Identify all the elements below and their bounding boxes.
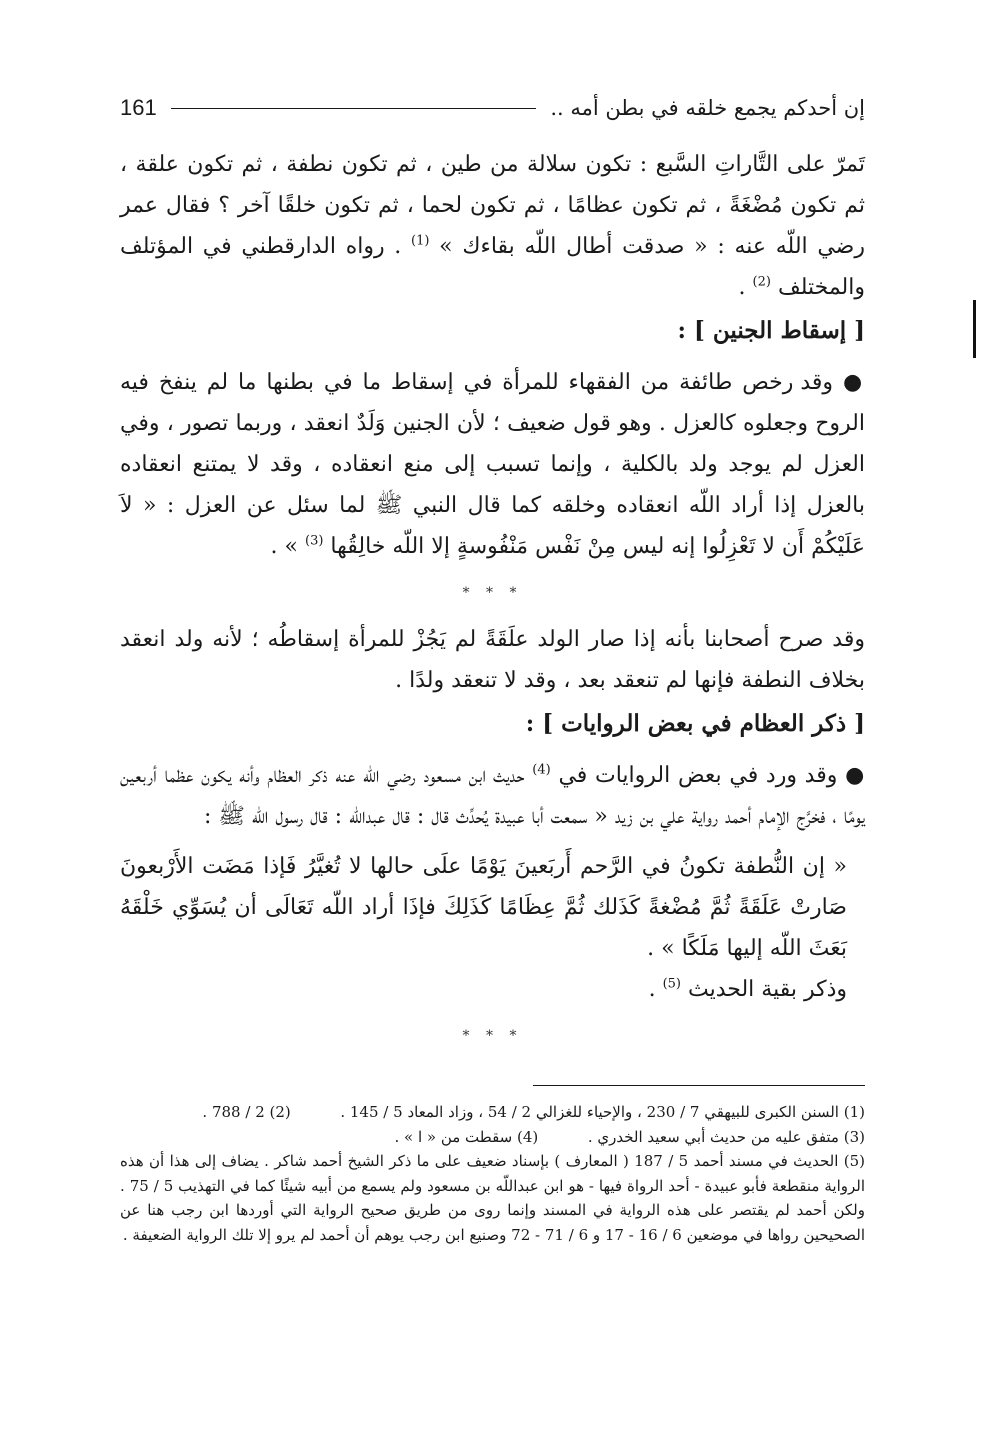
footnote-1: (1) السنن الكبرى للبيهقي 7 / 230 ، والإحياء للغزالي 2 / 54 ، وزاد المعاد 5 / 145 .: [340, 1103, 865, 1121]
spacer: [120, 837, 865, 846]
hadith-quote: « إن النُّطفة تكونُ في الرَّحم أَربَعينَ يَوْمًا علَى حالها لا تُغيَّرُ فَإذا مَضَت الأَرْبعونَ صَارتْ عَلَقَةً ثُمَّ مُضْغةً كَذَلك ثُمَّ عِظَامًا كَذَلِكَ فإذَا أراد اللّه تَعَالَى أن يُسَوِّي خَلْقَهُ بَعَثَ اللّه إليها مَلَكًا » .: [120, 854, 847, 961]
page-header: [120, 88, 865, 128]
header-rule: [171, 108, 537, 109]
main-text: [120, 144, 865, 1062]
paragraph-1: تَمرّ على التَّاراتِ السَّبع : تكون سلالة من طين ، ثم تكون نطفة ، ثم تكون علقة ، ثم تكون مُضْغَةً ، ثم تكون عظامًا ، ثم تكون لحما ، ثم تكون خلقًا آخر ؟ فقال عمر رضي اللّه عنه : « صدقت أطال اللّه بقاءك » $^{(1)}$ . رواه الدارقطني في المؤتلف والمختلف $^{(2)}$ .: [120, 152, 865, 300]
footnote-ref-1: (1): [411, 233, 430, 249]
footnote-ref-3: (3): [304, 533, 324, 549]
paragraph-2: ● وقد رخص طائفة من الفقهاء للمرأة في إسقاط ما في بطنها ما لم ينفخ فيه الروح وجعلوه كالعزل . وهو قول ضعيف ؛ لأن الجنين وَلَدٌ انعقد ، وربما تصور ، وفي العزل لم يوجد ولد بالكلية ، وإنما تسبب إلى منع انعقاده ، وقد لا يمتنع انعقاده بالعزل إذا أراد اللّه انعقاده وخلقه كما قال النبي ﷺ لما سئل عن العزل : « لاَ عَلَيْكُمْ أَن لا تَعْزِلُوا إنه ليس مِنْ نَفْس مَنْفُوسةٍ إلا اللّه خالِقُها $^{(3)}$ » .: [120, 369, 866, 559]
spacer: [120, 353, 865, 362]
section-heading-abortion: [ إسقاط الجنين ] :: [677, 317, 865, 344]
footnote-2: (2) 2 / 788 .: [202, 1103, 291, 1121]
bullet-icon: ●: [845, 762, 865, 788]
footnotes: [120, 1100, 865, 1247]
footnote-line-1: [120, 1100, 865, 1125]
bullet-icon: ●: [842, 369, 866, 395]
footnote-rule: [533, 1085, 865, 1086]
section-separator-stars: * * *: [462, 1028, 523, 1044]
footnote-ref-4: (4): [532, 762, 551, 778]
footnote-line-2: [120, 1125, 865, 1150]
footnote-ref-5: (5): [662, 976, 681, 992]
section-heading-bones: [ ذكر العظام في بعض الروايات ] :: [525, 710, 865, 737]
footnote-4: (4) سقطت من « ا » .: [394, 1127, 539, 1146]
section-separator-stars: * * *: [462, 585, 523, 601]
paragraph-4: ● وقد ورد في بعض الروايات في $^{(4)}$ حديث ابن مسعود رضي اللّه عنه ذكر العظام وأنه يكون عظما أربعين يومًا ، فخرَّج الإمام أحمد رواية علي بن زيد « سمعت أبا عبيدة يُحدِّث قال : قال عبداللّه : قال رسول اللّه ﷺ :: [120, 762, 865, 829]
paragraph-3: وقد صرح أصحابنا بأنه إذا صار الولد علَقَةً لم يَجُزْ للمرأة إسقاطُه ؛ لأنه ولد انعقد بخلاف النطفة فإنها لم تنعقد بعد ، وقد لا تنعقد ولدًا .: [120, 627, 865, 693]
spacer: [120, 746, 865, 755]
footnote-3: (3) متفق عليه من حديث أبي سعيد الخدري .: [587, 1127, 865, 1146]
footnote-5: (5) الحديث في مسند أحمد 5 / 187 ( المعارف ) بإسناد ضعيف على ما ذكر الشيخ أحمد شاكر . يضاف إلى هذا أن هذه الرواية منقطعة فأبو عبيدة - أحد الرواة فيها - هو ابن عبداللّه بن مسعود ولم يسمع من أبيه شيئًا كما في التهذيب 5 / 75 . ولكن أحمد لم يقتصر على هذه الرواية في المسند وإنما روى من طريق صحيح الرواية التي أوردها ابن رجب هنا عن الصحيحين رواها في موضعين 6 / 16 - 17 و 6 / 71 - 72 وصنيع ابن رجب يوهم أن أحمد لم يرو إلا تلك الرواية الضعيفة .: [120, 1152, 865, 1244]
page-number: 161: [120, 95, 157, 120]
margin-bar: [973, 300, 976, 358]
running-title: إن أحدكم يجمع خلقه في بطن أمه ..: [550, 96, 865, 120]
footnote-ref-2: (2): [752, 274, 771, 290]
paragraph-5: وذكر بقية الحديث $^{(5)}$ .: [648, 976, 847, 1002]
